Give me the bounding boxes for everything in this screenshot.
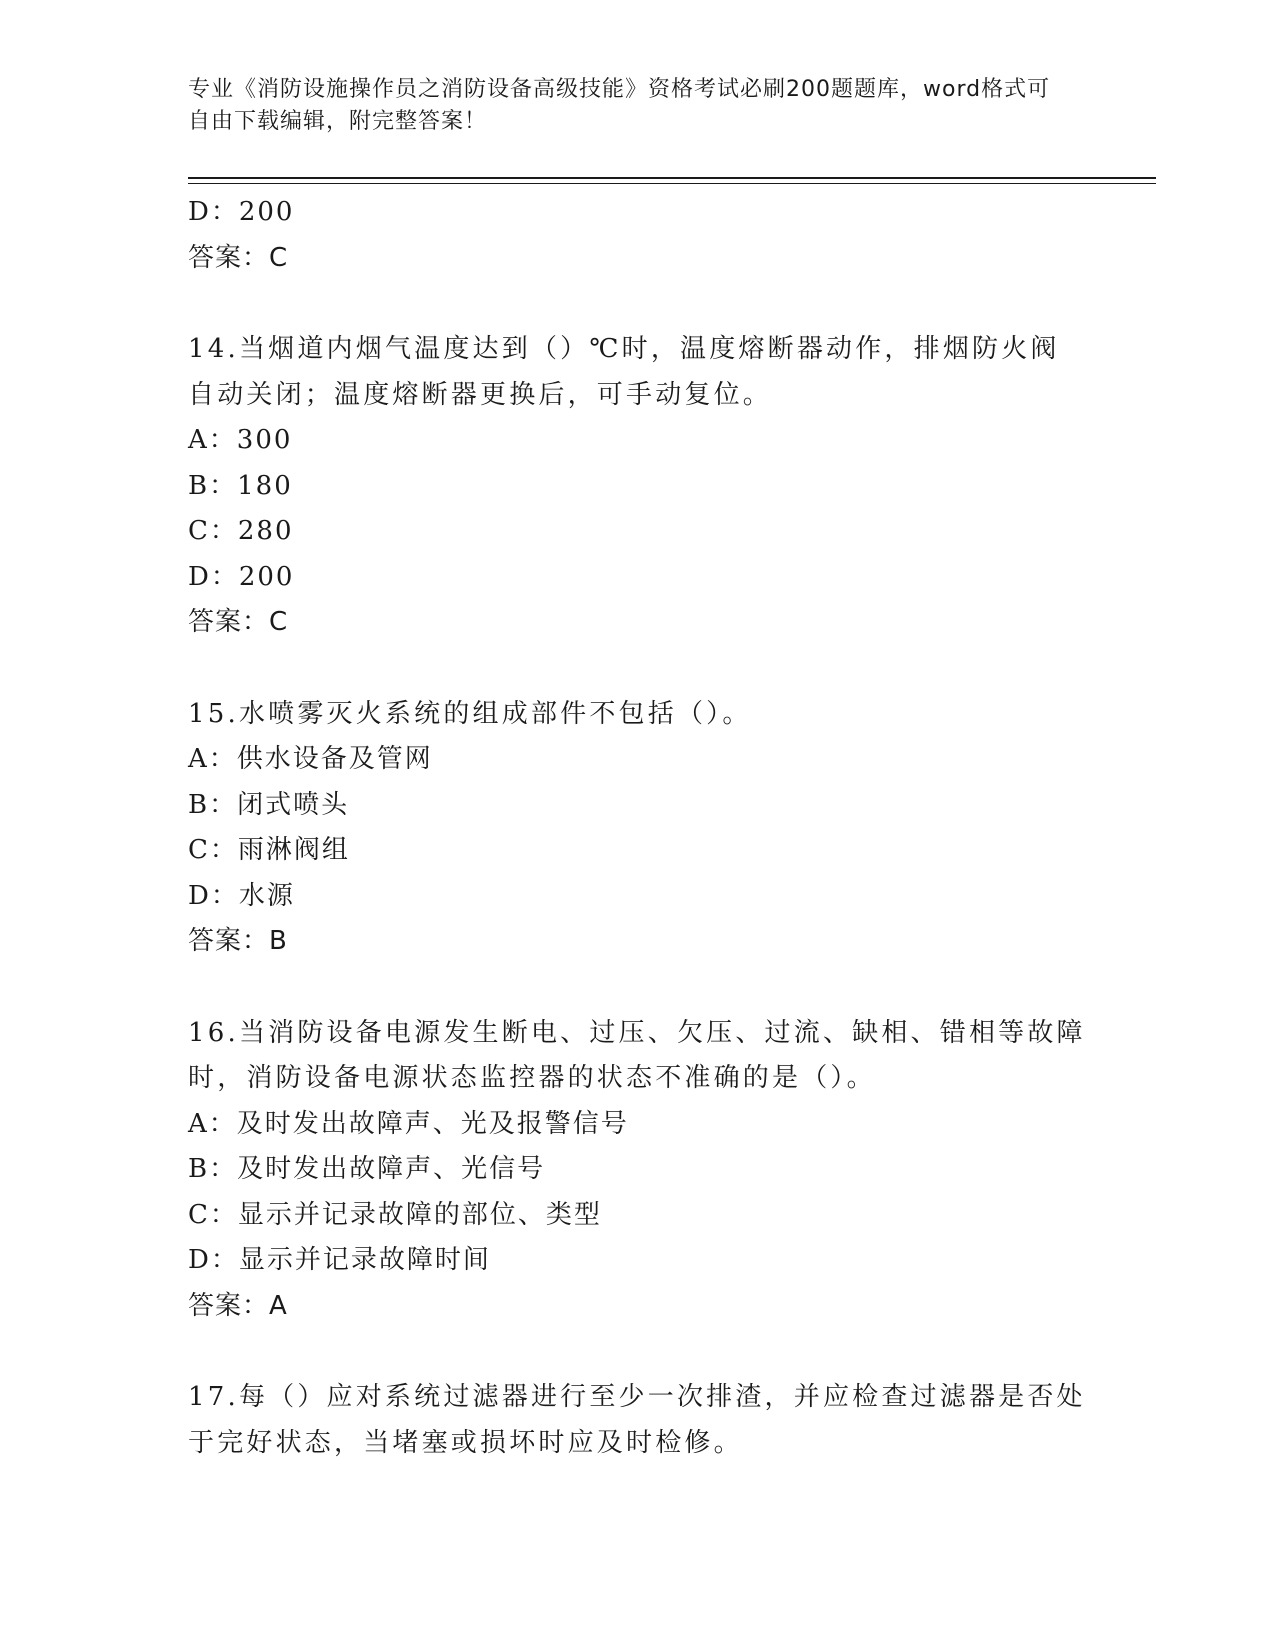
option-c: C：雨淋阀组 [188,835,350,865]
question-text: 16.当消防设备电源发生断电、过压、欠压、过流、缺相、错相等故障时，消防设备电源状态监控器的状态不准确的是（）。 [188,1017,1086,1093]
option-d: D：水源 [188,880,295,911]
header-rule-thick [188,177,1156,179]
spacer [188,1329,1088,1375]
option-a: A：300 [188,425,293,455]
spacer [188,965,1088,1011]
carryover-block [188,190,1088,281]
question-17 [188,1375,1088,1466]
question-text: 14.当烟道内烟气温度达到（）℃时，温度熔断器动作，排烟防火阀自动关闭；温度熔断器更换后，可手动复位。 [188,334,1060,410]
question-16 [188,1011,1088,1330]
spacer [188,646,1088,692]
header-rule-thin [188,183,1156,184]
spacer [188,281,1088,327]
question-14 [188,327,1088,646]
answer-line: 答案：A [188,1290,288,1321]
option-d: D：显示并记录故障时间 [188,1245,491,1275]
option-a: A：及时发出故障声、光及报警信号 [188,1108,629,1139]
option-d: D：200 [188,561,295,592]
option-a: A：供水设备及管网 [188,744,433,774]
question-text: 15.水喷雾灭火系统的组成部件不包括（）。 [188,698,752,729]
question-text: 17.每（）应对系统过滤器进行至少一次排渣，并应检查过滤器是否处于完好状态，当堵塞或损坏时应及时检修。 [188,1382,1086,1458]
option-c: C：280 [188,516,294,546]
question-list [188,190,1088,1466]
document-header: 专业《消防设施操作员之消防设备高级技能》资格考试必刷200题题库，word格式可自由下载编辑，附完整答案！ [188,77,1051,134]
option-d: D：200 [188,197,295,227]
answer-line: 答案：C [188,242,289,273]
option-c: C：显示并记录故障的部位、类型 [188,1199,602,1230]
answer-line: 答案：C [188,607,289,637]
option-b: B：180 [188,470,293,501]
option-b: B：及时发出故障声、光信号 [188,1154,546,1184]
option-b: B：闭式喷头 [188,789,350,820]
answer-line: 答案：B [188,926,288,956]
question-15 [188,692,1088,965]
